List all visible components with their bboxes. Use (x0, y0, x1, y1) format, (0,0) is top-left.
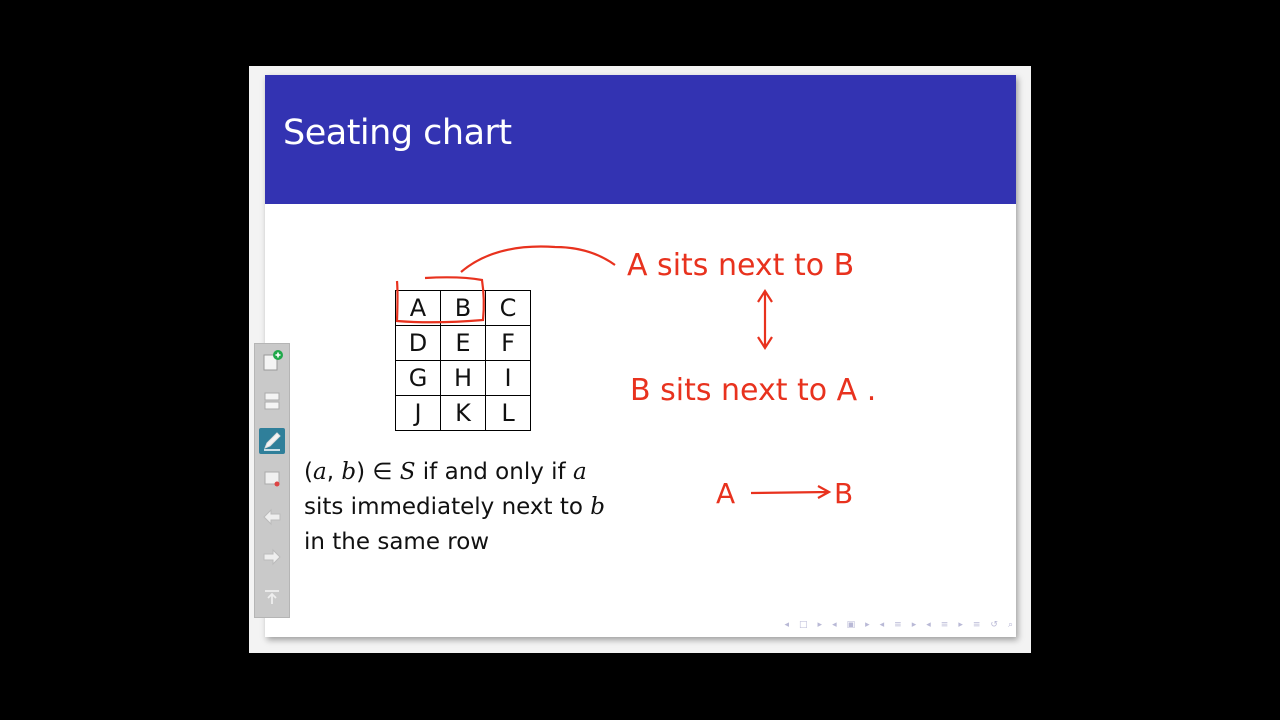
statement-1: A sits next to B (627, 248, 855, 283)
beamer-navigation (745, 618, 1013, 632)
close-paren: ) (356, 459, 366, 485)
seat-cell: I (486, 361, 531, 396)
var-b: b (590, 494, 605, 520)
collapse-icon[interactable] (259, 584, 285, 610)
connector-curve (461, 247, 615, 272)
nav-control-icon[interactable]: ▸ (958, 620, 963, 630)
var-a: a (572, 459, 587, 485)
definition-line-3: in the same row (304, 529, 490, 555)
nav-control-icon[interactable]: ◂ (926, 620, 931, 630)
open-paren: ( (304, 459, 313, 485)
seat-cell: K (441, 396, 486, 431)
seat-cell: A (396, 291, 441, 326)
pen-icon[interactable] (259, 428, 285, 454)
comma: , (326, 459, 342, 485)
relation-from: A (716, 477, 736, 510)
grid-row (396, 396, 531, 431)
definition-text: sits immediately next to (304, 494, 591, 520)
nav-control-icon[interactable]: ▣ (846, 620, 856, 630)
definition-line-2 (304, 490, 664, 525)
relation-definition (304, 455, 664, 560)
nav-control-icon[interactable]: ◂ (832, 620, 837, 630)
seat-cell: L (486, 396, 531, 431)
grid-row (396, 326, 531, 361)
nav-control-icon[interactable]: □ (799, 620, 808, 630)
back-arrow-icon[interactable] (259, 504, 285, 530)
seat-cell: F (486, 326, 531, 361)
nav-control-icon[interactable]: ↺ (990, 620, 998, 630)
seat-cell: H (441, 361, 486, 396)
slide (265, 75, 1016, 637)
annotation-toolbar (254, 343, 290, 618)
seat-cell: E (441, 326, 486, 361)
var-b: b (341, 459, 357, 485)
seat-cell: B (441, 291, 486, 326)
var-a: a (312, 459, 327, 485)
iff-text: if and only if (415, 459, 573, 485)
nav-control-icon[interactable]: ◂ (879, 620, 885, 630)
nav-control-icon[interactable]: ▸ (817, 620, 823, 630)
set-s: S (399, 459, 416, 485)
definition-line-1 (304, 455, 664, 490)
nav-control-icon[interactable]: ≡ (972, 620, 981, 630)
seat-cell: G (396, 361, 441, 396)
page-layout-icon[interactable] (259, 388, 285, 414)
slide-title: Seating chart (283, 113, 512, 153)
nav-control-icon[interactable]: ◂ (784, 620, 790, 630)
statement-2: B sits next to A . (630, 373, 877, 408)
double-arrow (758, 291, 772, 348)
forward-arrow-icon[interactable] (259, 544, 285, 570)
add-page-icon[interactable] (259, 348, 285, 374)
relation-arrow (751, 486, 829, 498)
nav-control-icon[interactable]: ≡ (940, 620, 949, 630)
nav-control-icon[interactable]: ⌕ (1007, 620, 1013, 630)
grid-row (396, 291, 531, 326)
eraser-icon[interactable] (259, 466, 285, 492)
seat-cell: J (396, 396, 441, 431)
seat-cell: D (396, 326, 441, 361)
nav-control-icon[interactable]: ▸ (865, 620, 870, 630)
slide-header (265, 75, 1016, 204)
relation-to: B (834, 477, 854, 510)
nav-control-icon[interactable]: ▸ (911, 620, 917, 630)
seating-grid (395, 290, 531, 431)
nav-control-icon[interactable]: ≡ (894, 620, 902, 630)
element-of-symbol: ∈ (365, 459, 400, 485)
seat-cell: C (486, 291, 531, 326)
grid-row (396, 361, 531, 396)
